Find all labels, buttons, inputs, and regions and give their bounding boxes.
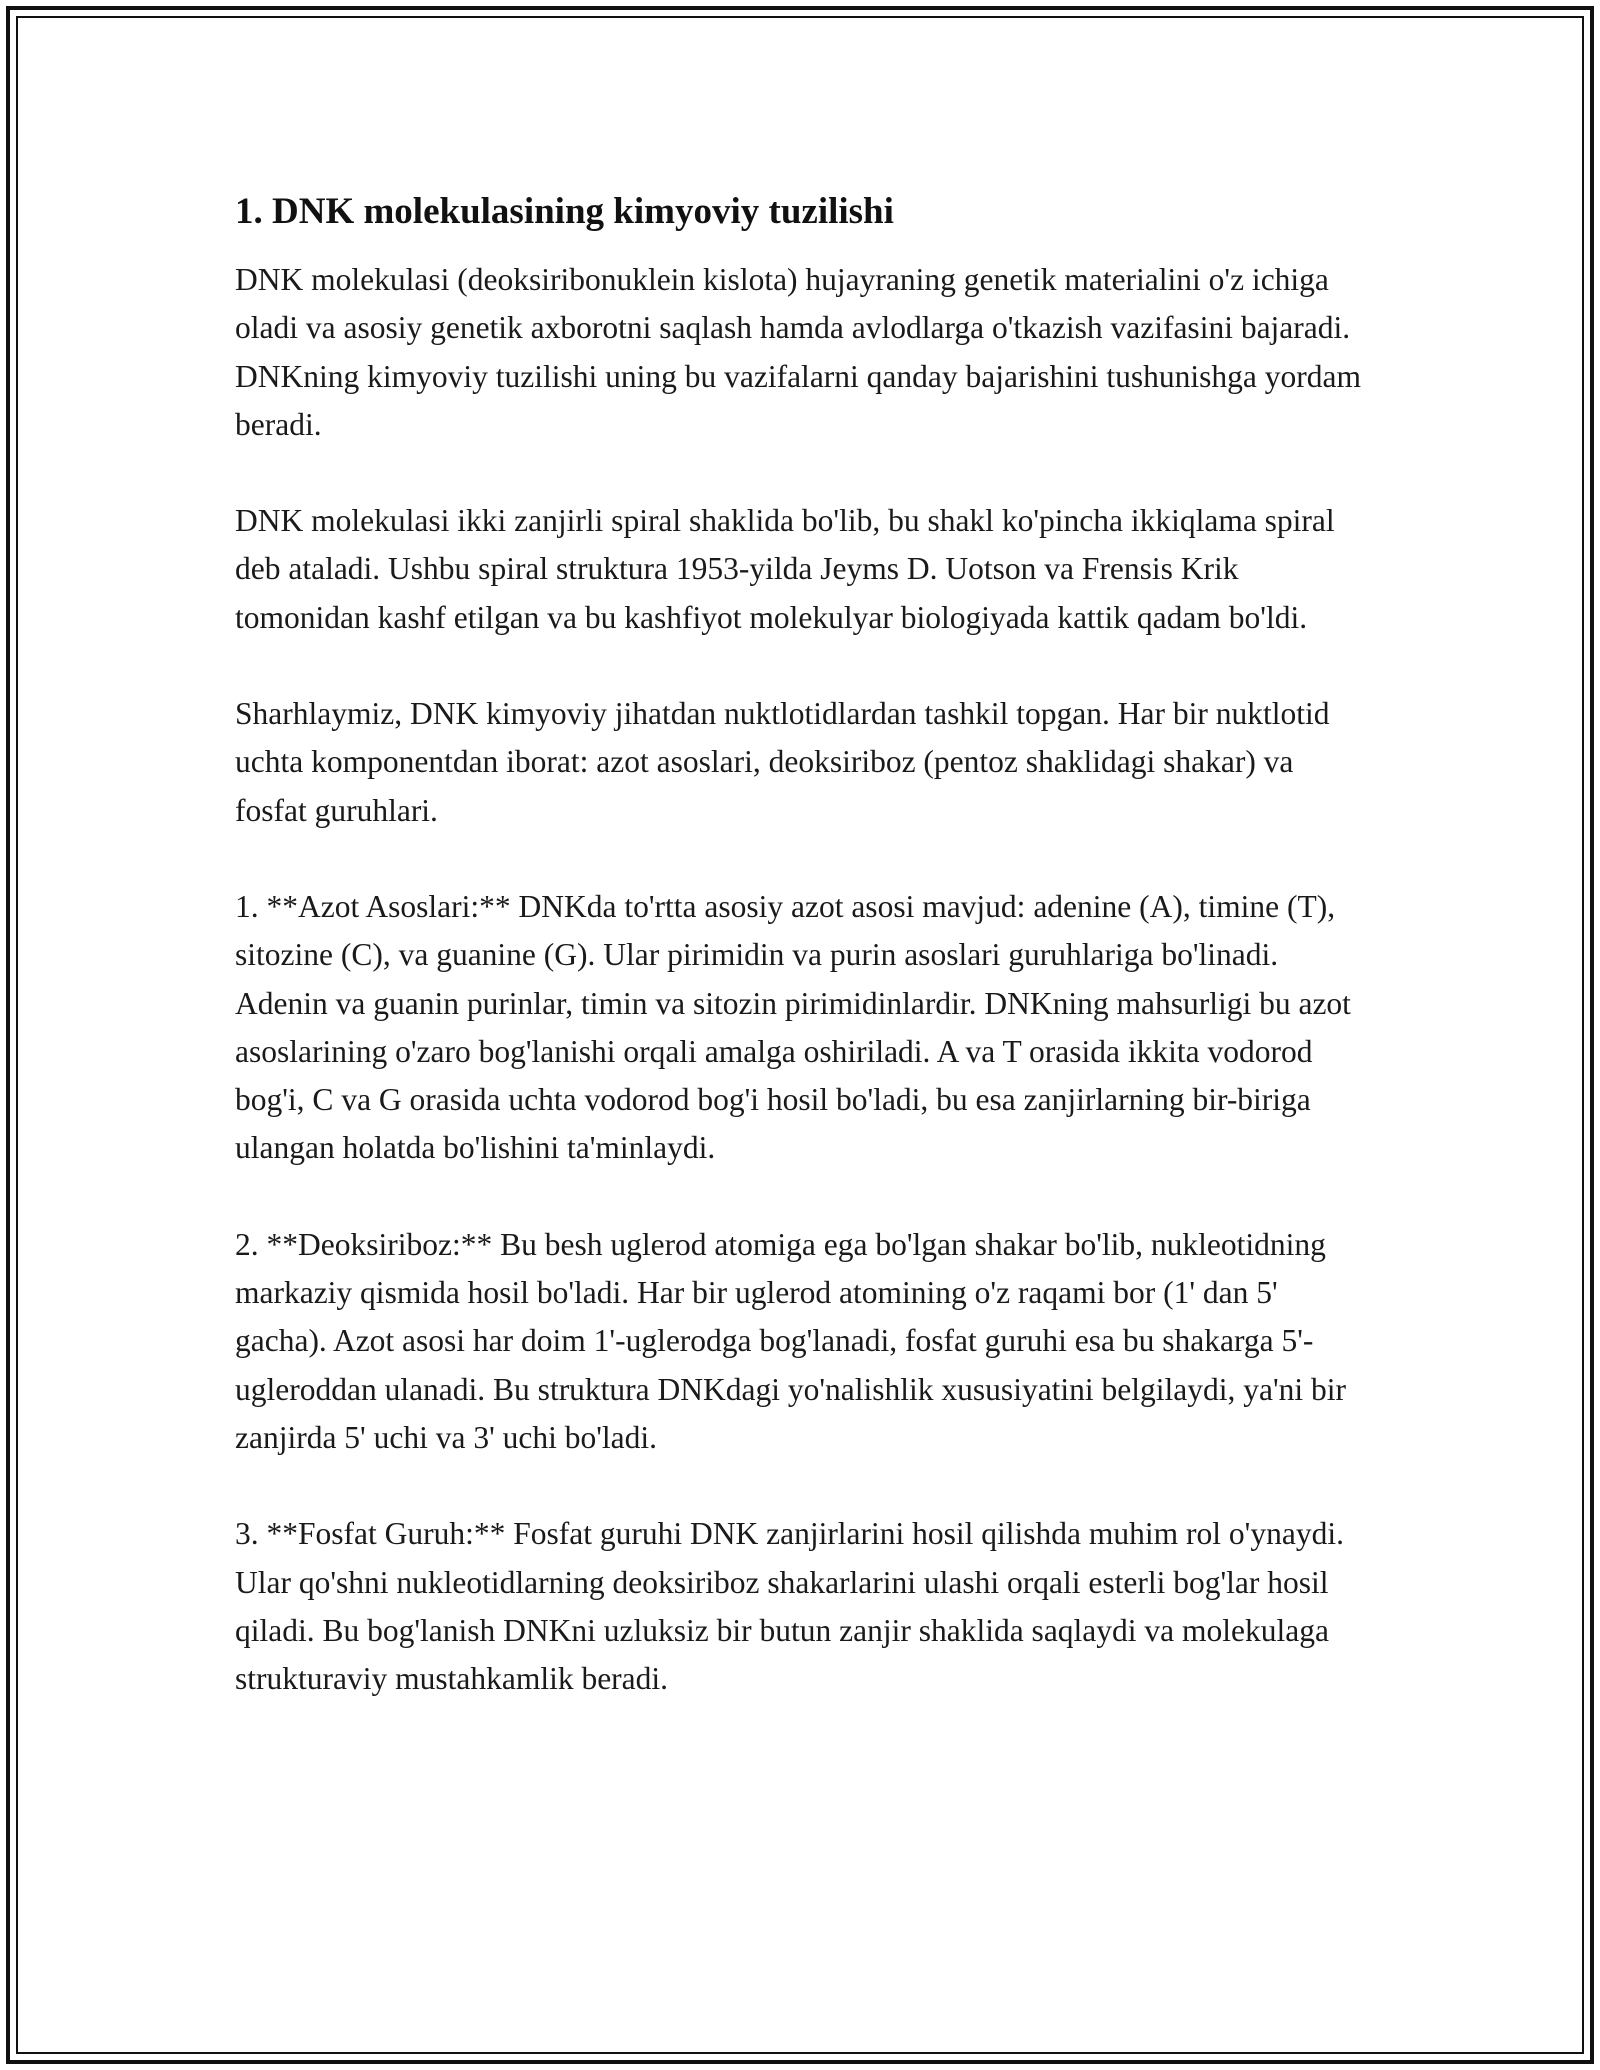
paragraph-nitrogen-bases: 1. **Azot Asoslari:** DNKda to'rtta asosiy azot asosi mavjud: adenine (A), timine (T), sitozine (C), va guanine (G). Ular pirimidin va purin asoslari guruhlariga bo'linadi. Adenin va guanin purinlar, timin va sitozin pirimidinlardir. DNKning mahsurligi bu azot asoslarining o'zaro bog'lanishi orqali amalga oshiriladi. A va T orasida ikkita vodorod bog'i, C va G orasida uchta vodorod bog'i hosil bo'ladi, bu esa zanjirlarning bir-biriga ulangan holatda bo'lishini ta'minlaydi. [235,888,1351,1166]
paragraph-phosphate-group: 3. **Fosfat Guruh:** Fosfat guruhi DNK zanjirlarini hosil qilishda muhim rol o'ynaydi. Ular qo'shni nukleotidlarning deoksiriboz shakarlarini ulashi orqali esterli bog'lar hosil qiladi. Bu bog'lanish DNKni uzluksiz bir butun zanjir shaklida saqlaydi va molekulaga strukturaviy mustahkamlik beradi. [235,1516,1344,1697]
paragraph-deoxyribose: 2. **Deoksiriboz:** Bu besh uglerod atomiga ega bo'lgan shakar bo'lib, nukleotidning markaziy qismida hosil bo'ladi. Har bir uglerod atomining o'z raqami bor (1' dan 5' gacha). Azot asosi har doim 1'-uglerodga bog'lanadi, fosfat guruhi esa bu shakarga 5'-ugleroddan ulanadi. Bu struktura DNKdagi yo'nalishlik xususiyatini belgilaydi, ya'ni bir zanjirda 5' uchi va 3' uchi bo'ladi. [235,1226,1347,1455]
paragraph-nucleotides: Sharhlaymiz, DNK kimyoviy jihatdan nuktlotidlardan tashkil topgan. Har bir nuktlotid uchta komponentdan iborat: azot asoslari, deoksiriboz (pentoz shaklidagi shakar) va fosfat guruhlari. [235,696,1330,828]
document-body [235,188,1365,1751]
section-heading: 1. DNK molekulasining kimyoviy tuzilishi [235,191,894,232]
paragraph-intro: DNK molekulasi (deoksiribonuklein kislota) hujayraning genetik materialini o'z ichiga oladi va asosiy genetik axborotni saqlash hamda avlodlarga o'tkazish vazifasini bajaradi. DNKning kimyoviy tuzilishi uning bu vazifalarni qanday bajarishini tushunishga yordam beradi. [235,262,1361,442]
paragraph-double-helix: DNK molekulasi ikki zanjirli spiral shaklida bo'lib, bu shakl ko'pincha ikkiqlama spiral deb ataladi. Ushbu spiral struktura 1953-yilda Jeyms D. Uotson va Frensis Krik tomonidan kashf etilgan va bu kashfiyot molekulyar biologiyada kattik qadam bo'ldi. [235,503,1335,635]
